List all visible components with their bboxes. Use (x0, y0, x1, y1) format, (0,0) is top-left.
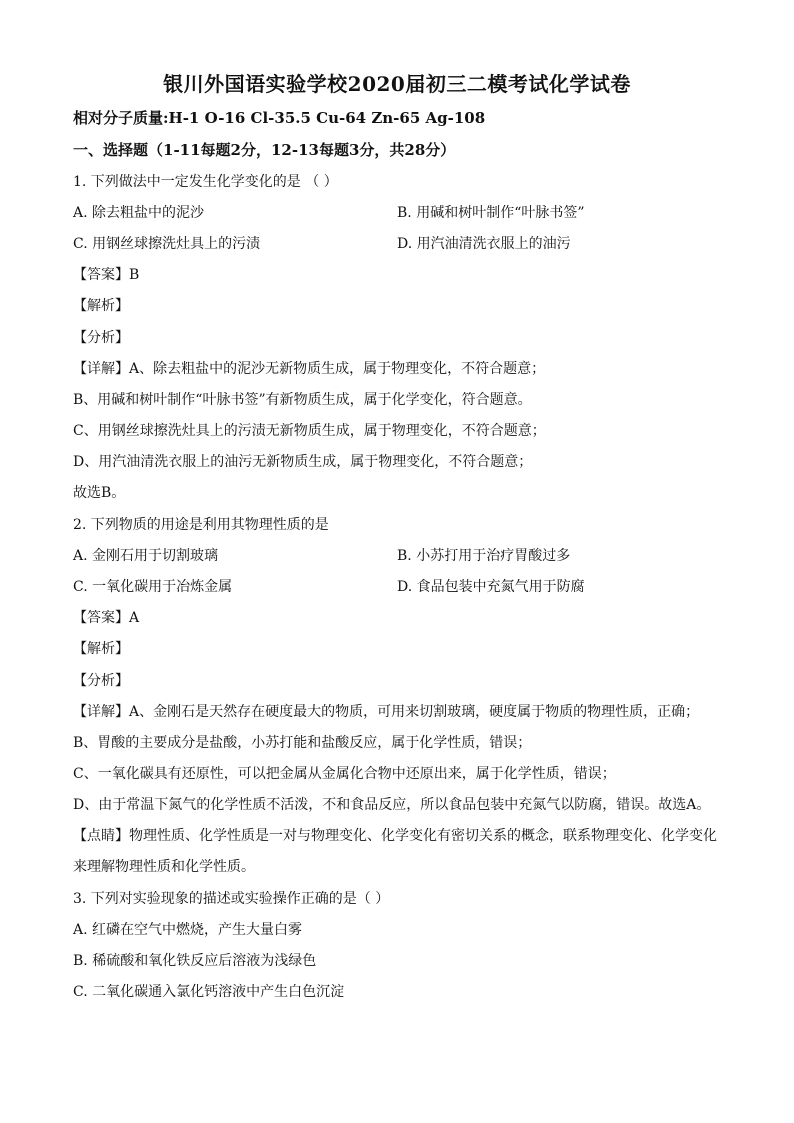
q1-fenxi-label: 【分析】 (73, 330, 129, 346)
q3-option-b: B. 稀硫酸和氧化铁反应后溶液为浅绿色 (73, 953, 317, 969)
q1-conclusion: 故选B。 (73, 485, 126, 501)
section-heading: 一、选择题（1-11每题2分，12-13每题3分，共28分） (73, 141, 456, 159)
q2-option-a: A. 金刚石用于切割玻璃 (73, 548, 219, 564)
q2-analysis-label: 【解析】 (73, 641, 129, 657)
q1-option-b: B. 用碱和树叶制作“叶脉书签” (397, 205, 585, 221)
q2-answer: 【答案】A (73, 610, 140, 626)
q2-note-line1: 【点睛】物理性质、化学性质是一对与物理变化、化学变化有密切关系的概念，联系物理变化、化学变化 (73, 828, 717, 844)
q1-detail-d: D、用汽油清洗衣服上的油污无新物质生成，属于物理变化，不符合题意； (73, 454, 533, 470)
q2-option-c: C. 一氧化碳用于冶炼金属 (73, 579, 233, 595)
q1-option-d: D. 用汽油清洗衣服上的油污 (397, 236, 571, 252)
q1-detail-b: B、用碱和树叶制作“叶脉书签”有新物质生成，属于化学变化，符合题意。 (73, 392, 532, 408)
q1-detail-a: 【详解】A、除去粗盐中的泥沙无新物质生成，属于物理变化，不符合题意； (73, 361, 546, 377)
atomic-masses: 相对分子质量:H-1 O-16 Cl-35.5 Cu-64 Zn-65 Ag-108 (73, 109, 486, 127)
q1-stem: 1. 下列做法中一定发生化学变化的是 （ ） (73, 174, 338, 190)
q2-detail-d: D、由于常温下氮气的化学性质不活泼，不和食品反应，所以食品包装中充氮气以防腐，错误。故选A。 (73, 797, 711, 813)
q1-detail-c: C、用钢丝球擦洗灶具上的污渍无新物质生成，属于物理变化，不符合题意； (73, 423, 546, 439)
q3-stem: 3. 下列对实验现象的描述或实验操作正确的是（ ） (73, 891, 390, 907)
q2-option-b: B. 小苏打用于治疗胃酸过多 (397, 548, 571, 564)
q1-analysis-label: 【解析】 (73, 298, 129, 314)
page-title: 银川外国语实验学校2020届初三二模考试化学试卷 (163, 72, 631, 96)
q2-fenxi-label: 【分析】 (73, 673, 129, 689)
q1-option-a: A. 除去粗盐中的泥沙 (73, 205, 205, 221)
q1-answer: 【答案】B (73, 267, 140, 283)
q2-detail-c: C、一氧化碳具有还原性，可以把金属从金属化合物中还原出来，属于化学性质，错误； (73, 766, 616, 782)
q3-option-a: A. 红磷在空气中燃烧，产生大量白雾 (73, 922, 303, 938)
q2-note-line2: 来理解物理性质和化学性质。 (73, 859, 255, 875)
q2-detail-b: B、胃酸的主要成分是盐酸，小苏打能和盐酸反应，属于化学性质，错误； (73, 735, 532, 751)
q2-option-d: D. 食品包装中充氮气用于防腐 (397, 579, 585, 595)
q3-option-c: C. 二氧化碳通入氯化钙溶液中产生白色沉淀 (73, 984, 345, 1000)
q2-detail-a: 【详解】A、金刚石是天然存在硬度最大的物质，可用来切割玻璃，硬度属于物质的物理性质，正确； (73, 704, 700, 720)
q2-stem: 2. 下列物质的用途是利用其物理性质的是 (73, 517, 329, 533)
q1-option-c: C. 用钢丝球擦洗灶具上的污渍 (73, 236, 261, 252)
